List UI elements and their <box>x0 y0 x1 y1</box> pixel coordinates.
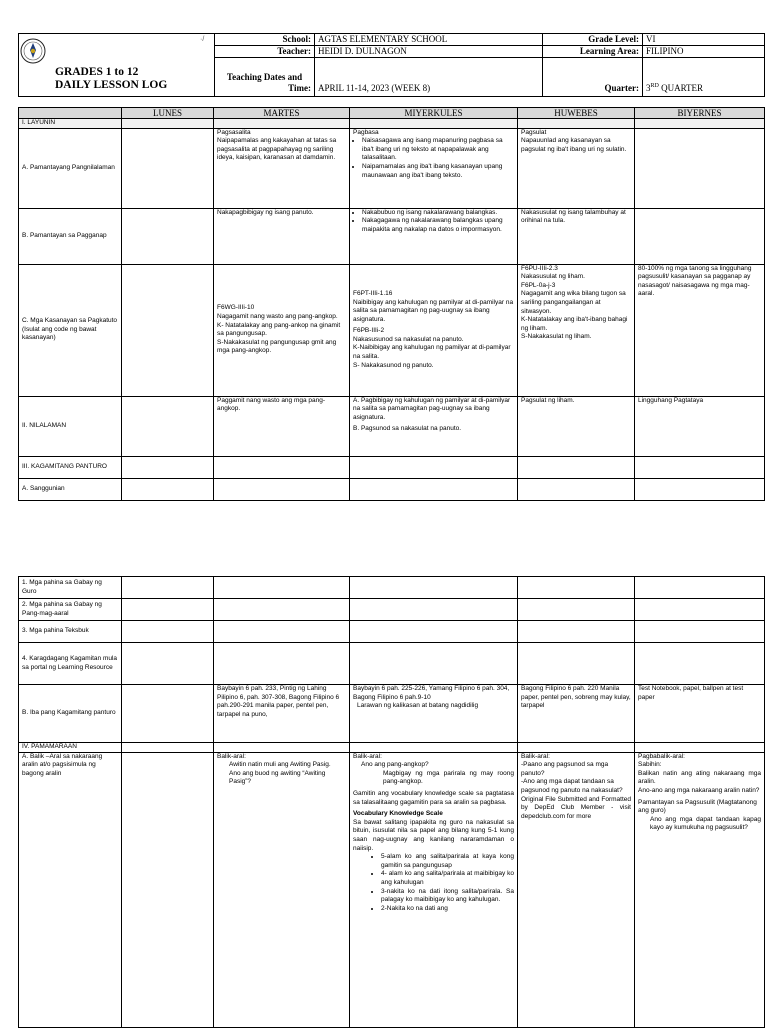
cell-text: S-Nakakasulat ng pangungusap gmit ang mga pang-angkop. <box>217 338 337 355</box>
cell-text: S- Nakakasunod ng panuto. <box>353 361 434 369</box>
cell-text: Sa bawat salitang ipapakita ng guro na nakasulat sa bituin, isusulat nila sa papel ang bilang kung 5-1 kung saan nag-uugnay ang kanilang nararamdaman o naiisip. <box>353 818 514 852</box>
cell-text: Balik-aral: <box>353 752 382 760</box>
list-item: • 2-Nakita ko na dati ang <box>381 905 514 914</box>
cell-b-huwebes: Nakasusulat ng isang talambuhay at orihinal na tula. <box>518 208 635 264</box>
dates-label-line1: Teaching Dates and <box>226 72 303 82</box>
cell-text: Ano-ano ang mga nakaraang aralin natin? <box>638 786 760 794</box>
cell-a-huwebes <box>518 128 635 208</box>
header-table <box>18 33 765 97</box>
cell-p-miyerkules <box>350 752 518 1027</box>
cell-text: Naipapamalas ang kakayahan at tatas sa pagsasalita at pagpapahayag ng sariling ideya, kaisipan, karanasan at damdamin. <box>217 137 337 162</box>
cell-p-martes <box>214 752 350 1027</box>
cell-text: F6PL-0a-j-3 <box>521 281 556 289</box>
cell-text: Balik-aral: <box>521 752 550 760</box>
dates-label <box>215 58 315 97</box>
cell-text: Balikan natin ang ating nakaraang mga aralin. <box>638 769 761 786</box>
cell-text: Vocabulary Knowledge Scale <box>353 810 443 818</box>
cell-p-biyernes <box>635 752 765 1027</box>
cell-text: S-Nakakasulat ng liham. <box>521 333 592 341</box>
cell-text: Pamantayan sa Pagsusulit (Magtatanong ang guro) <box>638 798 757 815</box>
cell-c-martes <box>214 264 350 396</box>
cell-text: Pagsasalita <box>217 128 251 136</box>
area-value: FILIPINO <box>643 46 765 58</box>
cell-text: Ano ang buod ng awiting “Awiting Pasig”? <box>229 769 326 786</box>
cell-text: Gamitin ang vocabulary knowledge scale sa pagtatasa sa talasalitaang gagamitin para sa aralin sa pagbasa. <box>353 789 514 806</box>
cell-b-martes: Nakapagbibigay ng isang panuto. <box>214 208 350 264</box>
cell-p-huwebes <box>518 752 635 1027</box>
cell-text: Nagagamit ang wika bilang tugon sa sariling pangangailangan at sitwasyon. <box>521 290 626 315</box>
cell-text: -Ano ang mga dapat tandaan sa pagsunod ng panuto na nakasulat? <box>521 778 623 794</box>
cell-c-biyernes: 80-100% ng mga tanong sa lingguhang pagsusulit/ kasanayan sa pagganap ay nasasagot/ naisasagawa ng mga mag-aaral. <box>635 264 765 396</box>
cell-b-miyerkules <box>350 208 518 264</box>
dates-value: APRIL 11-14, 2023 (WEEK 8) <box>315 58 543 97</box>
cell-text: -Paano ang pagsunod sa mga panuto? <box>521 761 609 777</box>
teacher-value: HEIDI D. DULNAGON <box>315 46 543 58</box>
row-label-pamantayang-pangnilalaman: A. Pamantayang Pangnilalaman <box>19 128 122 208</box>
cell-text: F6PB-IIIi-2 <box>353 327 385 335</box>
cell-a-biyernes <box>635 128 765 208</box>
cell-a-miyerkules <box>350 128 518 208</box>
school-label: School: <box>215 34 315 46</box>
cell-text: Pagbasa <box>353 128 379 136</box>
school-value: AGTAS ELEMENTARY SCHOOL <box>315 34 543 46</box>
cell-text: Larawan ng kalikasan at batang nagdidilig <box>357 702 479 710</box>
col-header-blank <box>19 108 122 119</box>
cell-n-huwebes: Pagsulat ng liham. <box>518 396 635 456</box>
lesson-table-bottom <box>18 576 765 1028</box>
teacher-label: Teacher: <box>215 46 315 58</box>
quarter-value <box>643 58 765 97</box>
list-item: • 3-nakita ko na dati itong salita/parirala. Sa palagay ko maibibigay ko ang kahulugan. <box>381 888 514 905</box>
cell-text: Ano ang pang-angkop? <box>361 761 429 769</box>
cell-text: Ano ang mga dapat tandaan kapag kayo ay kumukuha ng pagsusulit? <box>650 815 761 832</box>
section-layunin: I. LAYUNIN <box>19 119 122 129</box>
grade-label: Grade Level: <box>543 34 643 46</box>
cell-text: Pagbabalik-aral: <box>638 752 685 760</box>
dates-label-line2: Time: <box>288 83 311 93</box>
list-item: • 4- alam ko ang salita/parirala at maibibigay ko ang kahulugan <box>381 870 514 887</box>
cell-text: F6WG-IIIi-10 <box>217 304 255 312</box>
cell-n-biyernes: Lingguhang Pagtataya <box>635 396 765 456</box>
cell-text: K-Naibibigay ang kahulugan ng pamilyar at di-pamilyar na salita. <box>353 344 511 361</box>
quarter-number: 3 <box>646 83 651 93</box>
cell-text: Pagsulat <box>521 128 547 136</box>
title-cell <box>19 34 215 97</box>
cell-c-huwebes <box>518 264 635 396</box>
section-kagamitan: III. KAGAMITANG PANTURO <box>19 456 122 478</box>
cell-text: A. Pagbibigay ng kahulugan ng pamilyar at di-pamilyar na salita sa pamamagitan pag-uugnay sa ibang asignatura. <box>353 396 511 421</box>
cell-text: K- Natatalakay ang pang-ankop na ginamit sa pangungusap. <box>217 321 341 338</box>
row-label-pamantayan-sa-pagganap: B. Pamantayan sa Pagganap <box>19 208 122 264</box>
cell-text: B. Pagsunod sa nakasulat na panuto. <box>353 425 462 433</box>
row-label-teksbuk: 3. Mga pahina Teksbuk <box>19 621 122 643</box>
list-item: • Nakabubuo ng isang nakalarawang balangkas. <box>362 209 514 218</box>
cell-text: Sabihin: <box>638 761 662 769</box>
cell-text: Balik-aral: <box>217 752 246 760</box>
cell-text: Nakasusulat ng liham. <box>521 273 585 281</box>
row-label-gabay-guro: 1. Mga pahina sa Gabay ng Guro <box>19 577 122 599</box>
cell-a-martes <box>214 128 350 208</box>
row-label-iba-pang-kagamitan: B. Iba pang Kagamitang panturo <box>19 685 122 743</box>
cell-r5-huwebes: Bagong Filipino 6 pah. 220 Manila paper, pentel pen, sobreng may kulay, tarpapel <box>518 685 635 743</box>
title-dll: DAILY LESSON LOG <box>55 79 168 91</box>
cell-text: K-Natatalakay ang iba't-ibang bahagi ng liham. <box>521 316 628 332</box>
cell-text: Nakasusunod sa nakasulat na panuto. <box>353 335 464 343</box>
list-item: • 5-alam ko ang salita/parirala at kaya kong gamitin sa pangungusap <box>381 853 514 870</box>
cell-text: Awitin natin muli ang Awiting Pasig. <box>229 761 331 769</box>
row-label-kasanayan: C. Mga Kasanayan sa Pagkatuto (Isulat ang code ng bawat kasanayan) <box>19 264 122 396</box>
cell-text: Original File Submitted and Formatted by DepEd Club Member - visit depedclub.com for more <box>521 795 631 820</box>
list-item: • Nakagagawa ng nakalarawang balangkas upang maipakita ang nakalap na datos o impormasyon. <box>362 217 514 234</box>
cell-n-miyerkules <box>350 396 518 456</box>
cell-text: Naibibigay ang kahulugan ng pamilyar at di-pamilyar na salita sa pamamagitan ng pag-uugnay sa ibang asignatura. <box>353 298 514 323</box>
area-label: Learning Area: <box>543 46 643 58</box>
grade-value: VI <box>643 34 765 46</box>
col-header-lunes: LUNES <box>122 108 214 119</box>
cell-a-lunes <box>122 128 214 208</box>
col-header-huwebes: HUWEBES <box>518 108 635 119</box>
cell-c-miyerkules <box>350 264 518 396</box>
lesson-table-top <box>18 107 765 501</box>
quarter-suffix: RD <box>650 83 659 89</box>
title-grades: GRADES 1 to 12 <box>55 66 139 78</box>
cell-r5-biyernes: Test Notebook, papel, ballpen at test paper <box>635 685 765 743</box>
section-nilalaman: II. NILALAMAN <box>19 396 122 456</box>
row-label-gabay-mag-aaral: 2. Mga pahina sa Gabay ng Pang-mag-aaral <box>19 599 122 621</box>
col-header-martes: MARTES <box>214 108 350 119</box>
list-item: • Naipamamalas ang iba't ibang kasanayan upang maunawaan ang iba't ibang teksto. <box>362 163 514 180</box>
list-item: • Naisasagawa ang isang mapanuring pagbasa sa iba't ibang uri ng teksto at napapalawak ang talasalitaan. <box>362 137 514 163</box>
row-label-balik-aral: A. Balik –Aral sa nakaraang aralin at/o pagsisimula ng bagong aralin <box>19 752 122 1027</box>
cell-text: Nagagamit nang wasto ang pang-angkop. <box>217 312 338 320</box>
row-label-sanggunian: A. Sanggunian <box>19 478 122 500</box>
col-header-biyernes: BIYERNES <box>635 108 765 119</box>
corner-mark: ·/ <box>200 36 205 43</box>
quarter-word: QUARTER <box>658 83 704 93</box>
cell-r5-miyerkules <box>350 685 518 743</box>
cell-n-martes: Paggamit nang wasto ang mga pang-angkop. <box>214 396 350 456</box>
col-header-miyerkules: MIYERKULES <box>350 108 518 119</box>
cell-text: F6PU-IIIi-2.3 <box>521 264 558 272</box>
cell-text: F6PT-IIIi-1.16 <box>353 289 393 297</box>
cell-r5-martes: Baybayin 6 pah. 233, Pintig ng Lahing Pilipino 6, pah. 307-308, Bagong Filipino 6 pah.290-291 manila paper, pentel pen, tarpapel na puno, <box>214 685 350 743</box>
cell-text: Baybayin 6 pah. 225-226, Yamang Filipino 6 pah. 304, Bagong Filipino 6 pah.9-10 <box>353 685 510 701</box>
section-pamamaraan: IV. PAMAMARAAN <box>19 743 122 753</box>
cell-text: Magbigay ng mga parirala ng may roong pang-angkop. <box>383 769 514 786</box>
row-label-karagdagang-kagamitan: 4. Karagdagang Kagamitan mula sa portal ng Learning Resource <box>19 643 122 685</box>
quarter-label: Quarter: <box>543 58 643 97</box>
cell-text: Napauunlad ang kasanayan sa pagsulat ng iba't ibang uri ng sulatin. <box>521 137 627 153</box>
